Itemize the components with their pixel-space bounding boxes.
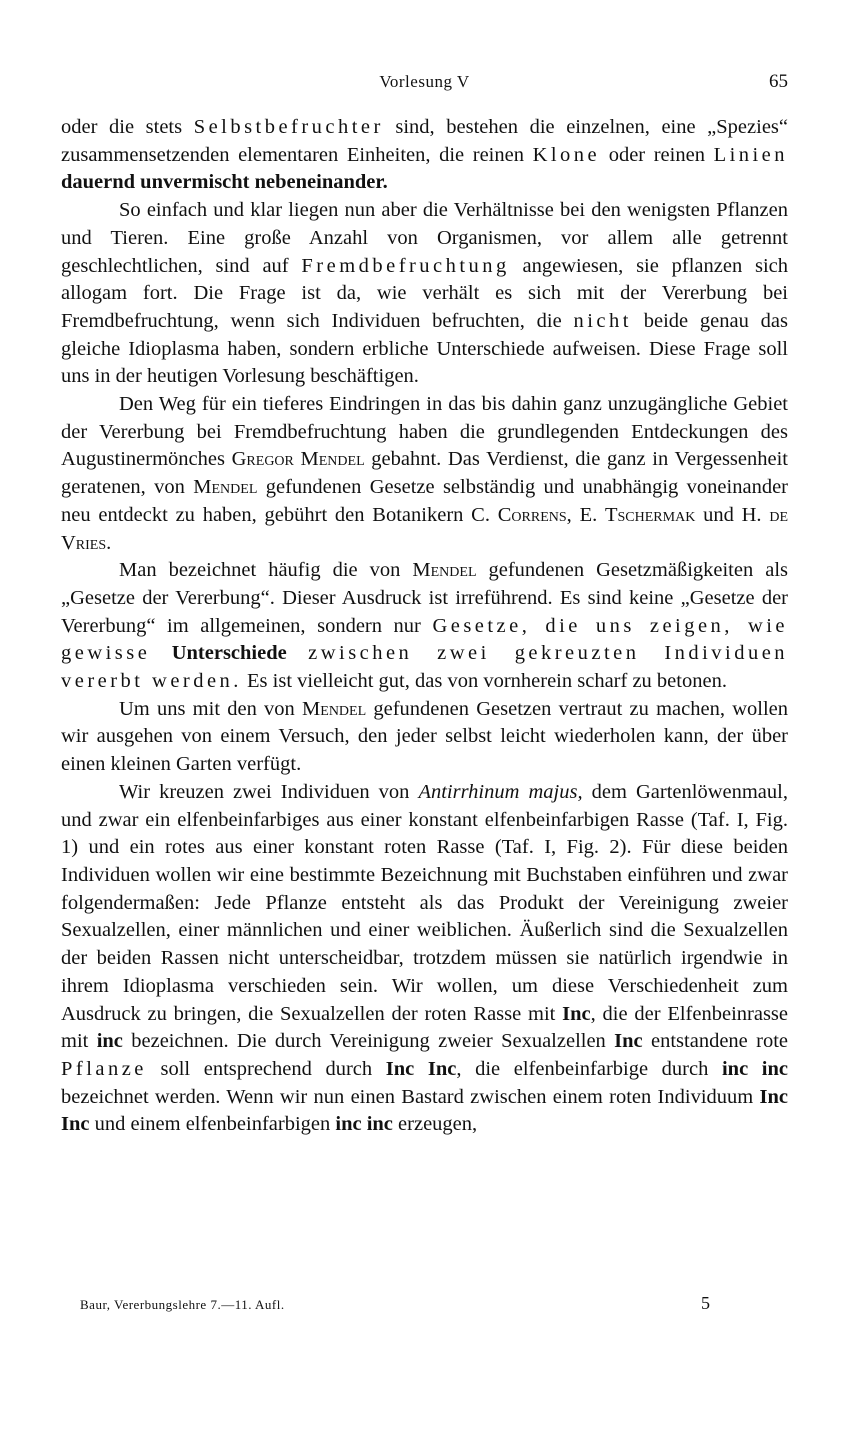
styled-text-run: Unterschiede	[171, 642, 287, 665]
styled-text-run: Mendel	[412, 559, 477, 582]
paragraph	[61, 391, 788, 557]
styled-text-run: Mendel	[302, 697, 367, 720]
paragraph	[61, 696, 788, 779]
styled-text-run: Gregor Mendel	[231, 448, 365, 471]
styled-text-run: Inc Inc	[385, 1057, 457, 1080]
text-run: So einfach und klar liegen nun aber die Verhältnisse bei den wenigsten Pflanzen und Tieren. Eine große Anzahl von Organismen, vor allem alle getrennt geschlechtlichen, sind auf	[61, 199, 788, 277]
page-number: 65	[769, 71, 788, 92]
text-run: , die der Elfenbeinrasse mit	[61, 1002, 789, 1053]
text-run: dem Gartenlöwenmaul, und zwar ein elfenbeinfarbiges aus einer konstant elfenbeinfarbigen Rasse (Taf. I, Fig. 1) und ein rotes aus einer konstant roten Rasse (Taf. I, Fig. 2). Für diese beiden Individuen wollen wir eine bestimmte Bezeichnung mit Buchstaben einführen und zwar folgendermaßen: Jede Pflanze entsteht als das Produkt der Vereinigung zweier Sexualzellen, einer männlichen und einer weiblichen. Äußerlich sind die Sexualzellen der beiden Rassen nicht unterscheidbar, trotzdem müssen sie natürlich irgendwie in ihrem Idioplasma verschieden sein. Wir wollen, um diese Verschiedenheit zum Ausdruck zu bringen, die Sexualzellen der roten Rasse mit	[61, 780, 788, 1025]
text-run: bezeichnen. Die durch Vereinigung zweier Sexualzellen	[122, 1030, 615, 1053]
paragraph	[61, 114, 788, 197]
styled-text-run: Selbstbefruchter	[193, 116, 384, 138]
text-run: Wir kreuzen zwei Individuen von	[119, 780, 419, 803]
styled-text-run: Linien	[713, 143, 788, 166]
text-run: und einem elfenbeinfarbigen	[89, 1113, 336, 1136]
running-title: Vorlesung V	[379, 72, 470, 91]
paragraph	[61, 557, 788, 696]
text-run: und H.	[695, 503, 770, 526]
styled-text-run: de Vries	[61, 503, 788, 554]
text-run: bezeichnet werden. Wenn wir nun einen Bastard zwischen einem roten Individuum	[61, 1085, 760, 1108]
signature-line: Baur, Vererbungslehre 7.—11. Aufl.	[80, 1297, 285, 1312]
text-run: soll entsprechend durch	[146, 1057, 386, 1080]
page-footer	[80, 1291, 710, 1315]
text-run: Man bezeichnet häufig die von	[119, 559, 413, 582]
text-run: oder die stets	[61, 116, 194, 138]
styled-text-run: inc	[96, 1030, 123, 1053]
text-run: , die elfenbeinfarbige durch	[456, 1057, 722, 1080]
text-run: gefundenen Gesetzen vertraut zu machen, wollen wir ausgehen von einem Versuch, den jeder selbst leicht wiederholen kann, der über einen kleinen Garten verfügt.	[61, 697, 789, 776]
styled-text-run: Inc	[562, 1002, 591, 1025]
signature-mark: 5	[701, 1293, 710, 1313]
text-run: gefundenen Gesetzmäßigkeiten als „Gesetze der Vererbung“. Dieser Ausdruck ist irreführend. Es sind keine „Gesetze der Vererbung“ im allgemeinen, sondern nur	[61, 559, 788, 637]
styled-text-run: zwischen zwei gekreuzten Individuen vererbt werden.	[61, 642, 789, 693]
text-run: angewiesen, sie pflanzen sich allogam fort. Die Frage ist da, wie verhält es sich mit der Vererbung bei Fremdbefruchtung, wenn sich Individuen befruchten, die	[61, 254, 788, 332]
styled-text-run: Correns	[497, 503, 567, 526]
styled-text-run: nicht	[573, 309, 632, 332]
text-run: sind, bestehen die einzelnen, eine „Spezies“ zusammensetzenden elementaren Einheiten, die reinen	[61, 116, 789, 166]
text-run: Es ist vielleicht gut, das von vornherein scharf zu betonen.	[241, 670, 727, 693]
paragraph	[61, 779, 788, 1139]
text-run: gefundenen Gesetze selbständig und unabhängig voneinander neu entdeckt zu haben, gebührt den Botanikern C.	[61, 476, 788, 526]
text-run: gebahnt. Das Verdienst, die ganz in Vergessenheit geratenen, von	[61, 448, 788, 499]
styled-text-run: inc inc	[721, 1057, 788, 1080]
styled-text-run: Inc	[614, 1030, 643, 1053]
styled-text-run: Mendel	[193, 476, 258, 499]
styled-text-run: dauernd unvermischt nebeneinander.	[61, 171, 388, 194]
styled-text-run: Pflanze	[61, 1057, 147, 1080]
styled-text-run: Klone	[532, 143, 601, 166]
body-text	[61, 114, 788, 1139]
page-header	[61, 68, 788, 98]
text-run	[287, 642, 308, 664]
styled-text-run: Fremdbefruchtung	[301, 254, 510, 277]
styled-text-run: Antirrhinum majus,	[418, 780, 583, 803]
text-run: oder reinen	[600, 143, 714, 166]
styled-text-run: Gesetze, die uns zeigen, wie gewisse	[61, 614, 788, 665]
text-run: erzeugen,	[392, 1113, 478, 1136]
styled-text-run: Tschermak	[605, 503, 696, 526]
text-run: Den Weg für ein tieferes Eindringen in das bis dahin ganz unzugängliche Gebiet der Vererbung bei Fremdbefruchtung haben die grundlegenden Entdeckungen des Augustinermönches	[61, 393, 788, 471]
styled-text-run: Inc Inc	[61, 1085, 788, 1136]
text-run: , E.	[566, 503, 605, 526]
text-run: .	[106, 531, 112, 554]
styled-text-run: inc inc	[335, 1113, 393, 1136]
text-run: beide genau das gleiche Idioplasma haben, sondern erbliche Unterschiede aufweisen. Diese Frage soll uns in der heutigen Vorlesung beschäftigen.	[61, 309, 788, 388]
text-run: Um uns mit den von	[119, 697, 303, 720]
text-run	[150, 642, 171, 664]
paragraph	[61, 197, 788, 391]
text-run: entstandene rote	[642, 1030, 789, 1053]
